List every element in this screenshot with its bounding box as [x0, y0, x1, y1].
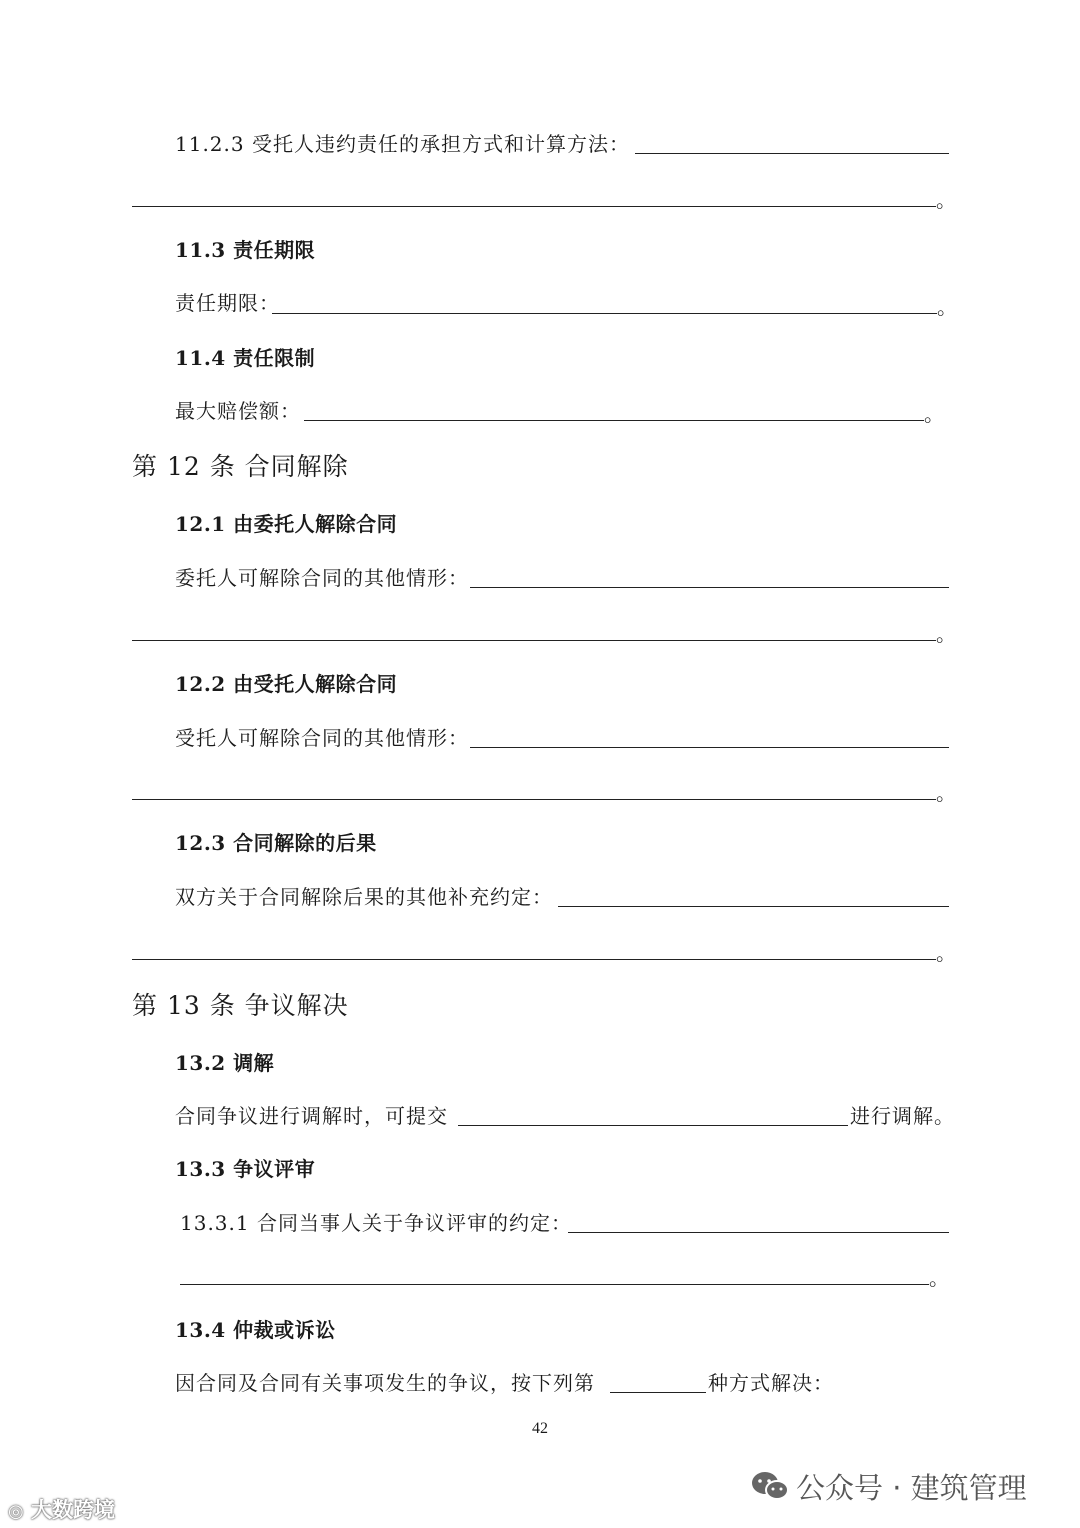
arbitration-suffix: 种方式解决：	[708, 1371, 834, 1395]
termination-consequence-label: 双方关于合同解除后果的其他补充约定：	[175, 885, 553, 909]
mediation-body-blank[interactable]	[458, 1125, 848, 1126]
max-compensation-blank[interactable]	[304, 420, 924, 421]
section-12-2-heading: 12.2 由受托人解除合同	[175, 672, 398, 696]
trustee-termination-blank[interactable]	[470, 747, 949, 748]
section-11-3-heading: 11.3 责任期限	[175, 238, 316, 262]
clause-11-2-3-blank[interactable]	[635, 153, 949, 154]
page-number: 42	[532, 1420, 548, 1437]
trustee-termination-label: 受托人可解除合同的其他情形：	[175, 726, 469, 750]
mediation-suffix: 进行调解。	[850, 1104, 955, 1128]
section-12-1-heading: 12.1 由委托人解除合同	[175, 512, 398, 536]
principal-termination-label: 委托人可解除合同的其他情形：	[175, 566, 469, 590]
section-12-3-heading: 12.3 合同解除的后果	[175, 831, 377, 855]
period: 。	[936, 781, 956, 805]
termination-consequence-blank-2[interactable]	[132, 959, 936, 960]
clause-11-2-3-blank-2[interactable]	[132, 206, 936, 207]
section-13-2-heading: 13.2 调解	[175, 1051, 275, 1075]
principal-termination-blank-2[interactable]	[132, 640, 936, 641]
period: 。	[936, 188, 956, 212]
liability-period-label: 责任期限：	[175, 291, 280, 315]
principal-termination-blank[interactable]	[470, 587, 949, 588]
termination-consequence-blank[interactable]	[558, 906, 949, 907]
period: 。	[929, 1266, 949, 1290]
dispute-review-label: 13.3.1 合同当事人关于争议评审的约定：	[180, 1211, 572, 1235]
mediation-label: 合同争议进行调解时，可提交	[175, 1104, 448, 1128]
period: 。	[936, 622, 956, 646]
wechat-icon	[750, 1470, 790, 1502]
watermark-right-text: 公众号 · 建筑管理	[796, 1470, 1027, 1505]
article-12-heading: 第 12 条 合同解除	[132, 452, 349, 481]
liability-period-blank[interactable]	[272, 313, 937, 314]
arbitration-choice-blank[interactable]	[610, 1392, 706, 1393]
watermark-right	[750, 1466, 1027, 1506]
dispute-review-blank-2[interactable]	[180, 1284, 929, 1285]
arbitration-label: 因合同及合同有关事项发生的争议，按下列第	[175, 1371, 595, 1395]
article-13-heading: 第 13 条 争议解决	[132, 991, 349, 1020]
period: 。	[936, 941, 956, 965]
watermark-left-text: 大数跨境	[31, 1498, 116, 1522]
section-11-4-heading: 11.4 责任限制	[175, 346, 316, 370]
weibo-icon: ◎	[8, 1501, 24, 1522]
period: 。	[937, 295, 957, 319]
trustee-termination-blank-2[interactable]	[132, 799, 936, 800]
period: 。	[924, 402, 944, 426]
dispute-review-blank[interactable]	[568, 1232, 949, 1233]
watermark-left	[8, 1494, 115, 1524]
clause-11-2-3-label: 11.2.3 受托人违约责任的承担方式和计算方法：	[175, 132, 630, 156]
section-13-3-heading: 13.3 争议评审	[175, 1157, 316, 1181]
section-13-4-heading: 13.4 仲裁或诉讼	[175, 1318, 336, 1342]
max-compensation-label: 最大赔偿额：	[175, 399, 301, 423]
